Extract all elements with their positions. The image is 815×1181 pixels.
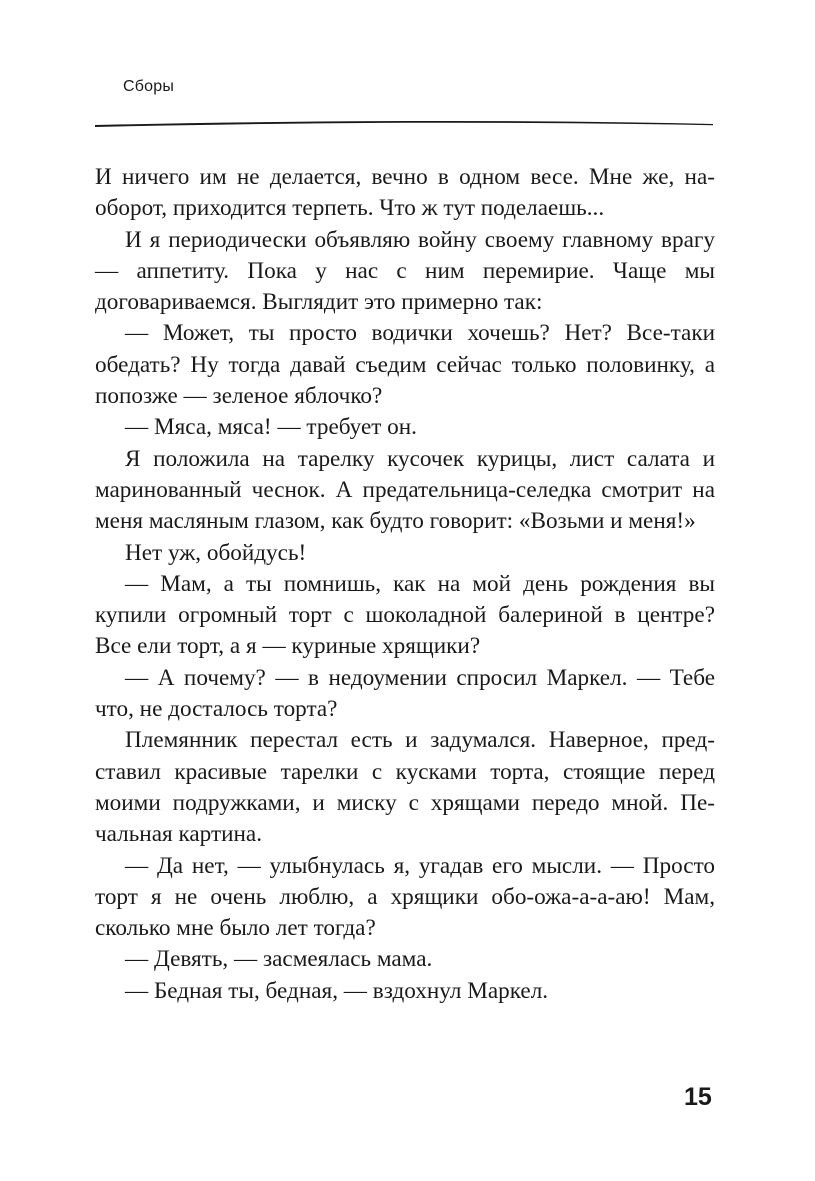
body-text: [95, 162, 715, 1007]
page-number: 15: [684, 1083, 712, 1111]
paragraph: — Да нет, — улыбнулась я, угадав его мысли. — Просто торт я не очень люблю, а хрящики обо-ожа-а-а-аю! Мам, сколько мне было лет тогда?: [95, 852, 715, 942]
paragraph: — Девять, — засмеялась мама.: [125, 946, 433, 973]
paragraph: Я положила на тарелку кусочек курицы, лист салата и маринованный чеснок. А предательница-селедка смотрит на меня масляным глазом, как будто говорит: «Возьми и меня!»: [95, 445, 715, 535]
header-rule: [95, 119, 713, 128]
paragraph: — Может, ты просто водички хочешь? Нет? Все-таки обедать? Ну тогда давай съедим сейчас только половинку, а попозже — зеленое яблочко?: [95, 320, 715, 410]
paragraph: И я периодически объявляю войну своему главному врагу — аппетиту. Пока у нас с ним перемирие. Чаще мы договариваемся. Выглядит это примерно так:: [95, 226, 715, 316]
paragraph: — А почему? — в недоумении спросил Маркел. — Тебе что, не досталось торта?: [95, 664, 715, 723]
paragraph: — Мяса, мяса! — требует он.: [125, 414, 417, 441]
paragraph: Племянник перестал есть и задумался. Наверное, представил красивые тарелки с кусками торта, стоящие перед моими подружками, и миску с хрящами передо мной. Печальная картина.: [95, 727, 715, 848]
paragraph: — Бедная ты, бедная, — вздохнул Маркел.: [125, 977, 549, 1004]
running-header: Сборы: [123, 78, 175, 95]
paragraph: — Мам, а ты помнишь, как на мой день рождения вы купили огромный торт с шоколадной балериной в центре? Все ели торт, а я — куриные хрящики?: [95, 570, 715, 660]
paragraph: И ничего им не делается, вечно в одном весе. Мне же, наоборот, приходится терпеть. Что ж тут поделаешь...: [95, 164, 715, 222]
paragraph: Нет уж, обойдусь!: [125, 539, 307, 566]
